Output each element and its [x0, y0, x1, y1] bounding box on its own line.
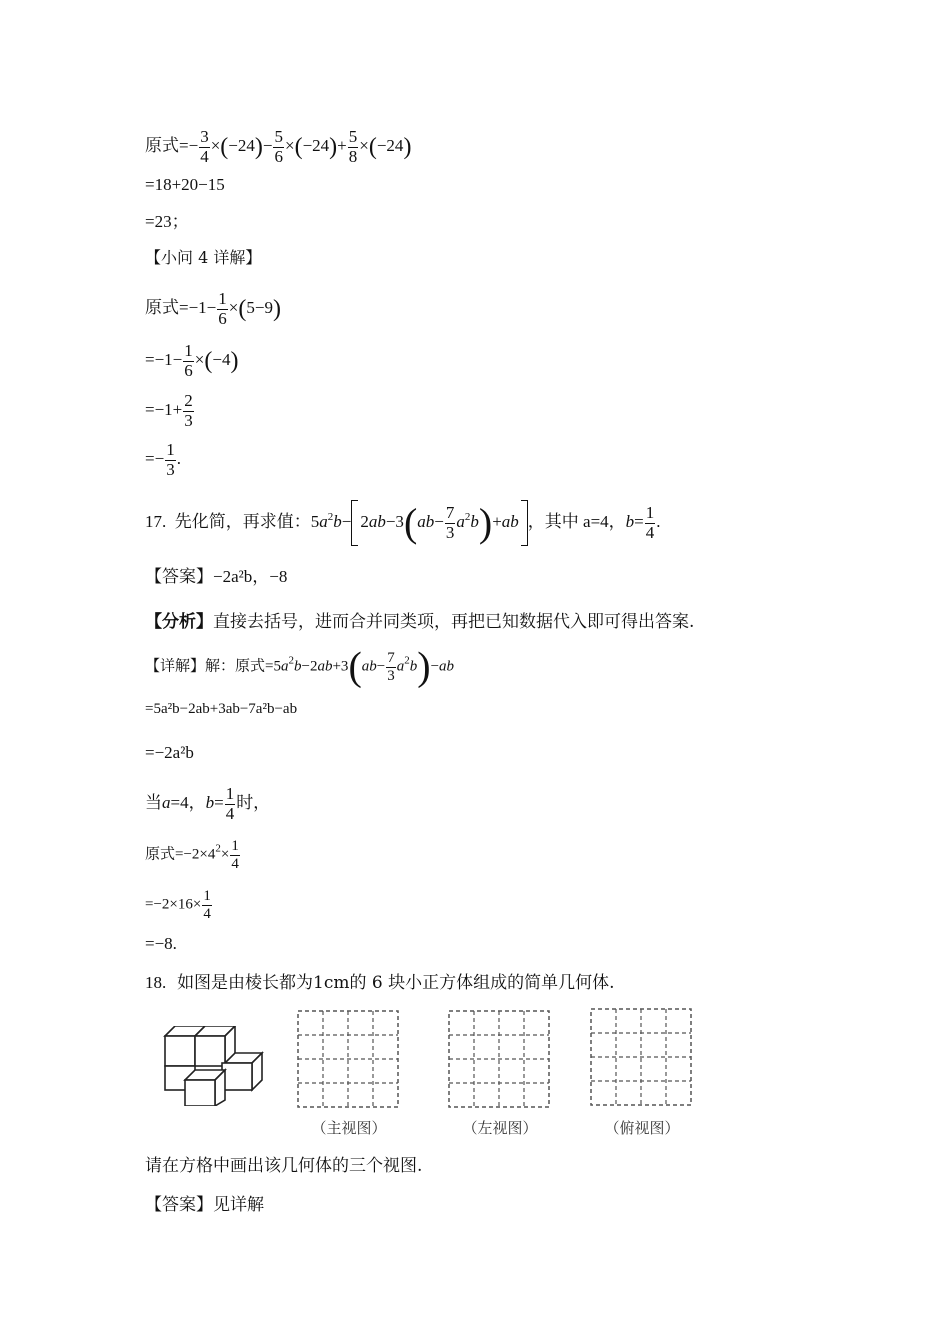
answer-label: 【答案】 [145, 567, 213, 587]
when-suffix: 时， [236, 793, 271, 813]
sub-prefix: 原式 [145, 846, 176, 863]
calc-line-3: =23； [145, 212, 189, 231]
detail-label: 【详解】 [145, 658, 206, 675]
grid-front-view [297, 1010, 401, 1110]
fraction: $\frac{1}{4}$ [225, 784, 235, 823]
fraction: $\frac{1}{4}$ [645, 502, 655, 542]
detail-line: 【详解】解：原式$=5a^2b-2ab+3(ab-$ $\frac{7}{3}$ $a^2b)-ab$ [145, 643, 455, 689]
when-prefix: 当 [145, 793, 162, 813]
grid-left-view [448, 1010, 552, 1110]
substitution-line: 原式$=-2\times 4^2\times$ $\frac{1}{4}$ [145, 838, 239, 872]
calc-line-2: =18+20−15 [145, 175, 225, 194]
question-text: 如图是由棱长都为1cm的 6 块小正方体组成的简单几何体. [177, 973, 615, 993]
fraction: $\frac{5}{6}$ [274, 127, 283, 166]
analysis-line [145, 611, 694, 633]
sub-line-2: =−2×16× $\frac{1}{4}$ [145, 888, 211, 922]
fraction: $\frac{1}{3}$ [166, 440, 175, 479]
expand-line: =5a²b−2ab+3ab−7a²b−ab [145, 701, 298, 717]
fraction: $\frac{1}{6}$ [184, 341, 193, 380]
fraction: $\frac{5}{8}$ [348, 127, 358, 166]
caption-left-view: （左视图） [462, 1119, 538, 1137]
grid-top-view [590, 1008, 694, 1108]
detail-text: 解：原式 [205, 658, 266, 675]
question-18 [145, 972, 615, 994]
calc-line-8: =− $\frac{1}{3}$ . [145, 440, 181, 479]
question-17: 17. 先化简，再求值：$5a^2b- 2ab-3(ab-$ $\frac{7}{3}$ $a^2b)+ab$ ，其中 a=4，b= $\frac{1}{4}$ . [145, 499, 661, 545]
calc-prefix: 原式 [145, 298, 179, 318]
q4-heading: 【小问 4 详解】 [145, 248, 262, 267]
simplified-line: =−2a²b [145, 743, 194, 762]
analysis-label: 【分析】 [145, 612, 213, 632]
fraction: $\frac{7}{3}$ [445, 502, 455, 542]
calc-prefix: 原式 [145, 136, 179, 156]
answer-value: −2a²b，−8 [213, 567, 288, 586]
question-number: 17. [145, 511, 167, 531]
analysis-text: 直接去括号，进而合并同类项，再把已知数据代入即可得出答案. [213, 612, 695, 632]
cube-figure [162, 1026, 272, 1106]
condition-a: ，其中 a=4， [527, 511, 626, 531]
fraction: $\frac{1}{6}$ [218, 289, 227, 328]
calc-line-1: 原式=− $\frac{3}{4}$ ×(−24)− $\frac{5}{6}$ ×(−24)+ $\frac{5}{8}$ ×(−24) [145, 127, 412, 166]
fraction: $\frac{1}{4}$ [203, 888, 211, 922]
caption-front-view: （主视图） [311, 1119, 387, 1137]
fraction: $\frac{7}{3}$ [387, 650, 395, 684]
substitution-condition: 当a=4，b= $\frac{1}{4}$ 时， [145, 784, 271, 823]
question-number: 18. [145, 973, 167, 992]
calc-line-6: =−1− $\frac{1}{6}$ ×(−4) [145, 341, 239, 380]
calc-line-5: 原式=−1− $\frac{1}{6}$ ×(5−9) [145, 289, 281, 328]
fraction: $\frac{3}{4}$ [200, 127, 209, 166]
q18-prompt: 请在方格中画出该几何体的三个视图. [145, 1156, 423, 1176]
answer-line [145, 566, 287, 588]
fraction: $\frac{1}{4}$ [231, 838, 239, 872]
fraction: $\frac{2}{3}$ [184, 391, 193, 430]
caption-top-view: （俯视图） [604, 1119, 680, 1137]
q18-answer: 【答案】见详解 [145, 1195, 264, 1215]
calc-line-7: =−1+ $\frac{2}{3}$ [145, 391, 193, 430]
question-text: 先化简，再求值： [174, 511, 311, 531]
result-line: =−8. [145, 934, 177, 953]
